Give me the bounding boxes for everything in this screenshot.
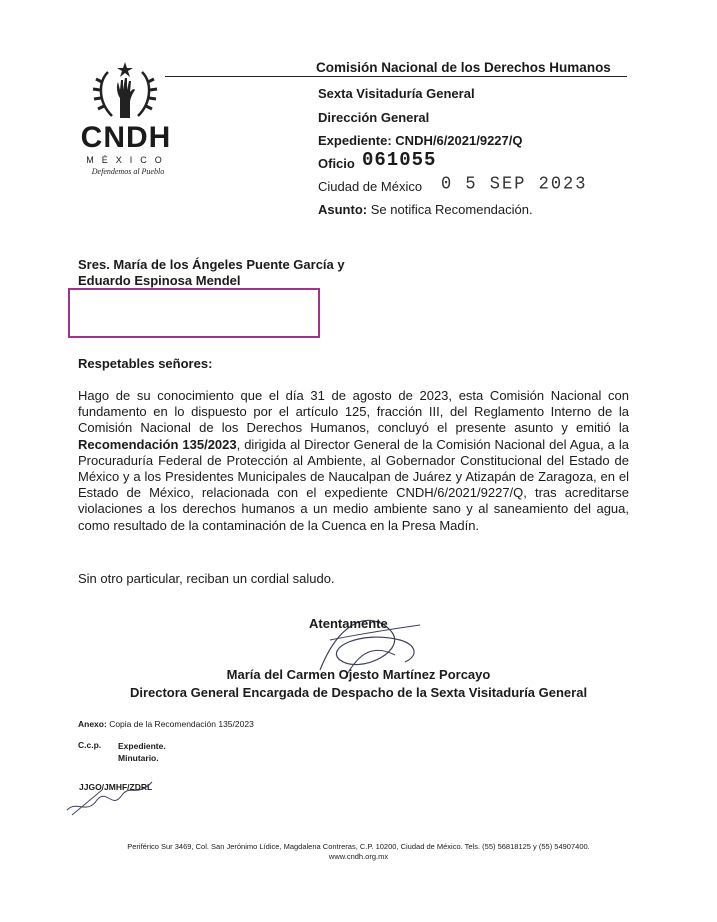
redacted-address-box <box>68 288 320 338</box>
body-text-2: , dirigida al Director General de la Comisión Nacional del Agua, a la Procuraduría Federal de Protección al Ambiente, al Gobernador Constitucional del Estado de México y a los Presidentes Municipales de Naucalpan de Juárez y Atizapán de Zaragoza, en el Estado de México, relacionada con el expediente CNDH/6/2021/9227/Q, tras acreditarse violaciones a los derechos humanos a un medio ambiente sano y al saneamiento del agua, como resultado de la contaminación de la Cuenca en la Presa Madín. <box>78 436 629 533</box>
logo-motto: Defendemos al Pueblo <box>91 167 165 176</box>
cndh-emblem <box>90 60 160 122</box>
ccp-item-minutes: Minutario. <box>118 753 159 763</box>
initials: JJGO/JMHF/ZDRL <box>79 782 153 792</box>
ccp-item-file: Expediente. <box>118 741 166 751</box>
ccp-label: C.c.p. <box>78 740 102 750</box>
annex <box>78 719 254 729</box>
signer-name: María del Carmen Ojesto Martínez Porcayo <box>226 667 491 682</box>
subject <box>318 202 533 217</box>
atentamente: Atentamente <box>309 616 388 631</box>
logo-country: MÉXICO <box>86 155 170 165</box>
subject-label: Asunto: <box>318 202 368 217</box>
annex-label: Anexo: <box>78 719 107 729</box>
addressee-line-1: Sres. María de los Ángeles Puente García y <box>78 257 345 272</box>
office: Dirección General <box>318 110 430 125</box>
annex-text: Copia de la Recomendación 135/2023 <box>109 719 254 729</box>
ccp-list <box>118 740 166 764</box>
recommendation-number: Recomendación 135/2023 <box>78 436 237 452</box>
header-rule <box>165 76 627 77</box>
organization-title: Comisión Nacional de los Derechos Humanos <box>316 60 611 75</box>
oficio-label: Oficio <box>318 156 355 171</box>
body-text-1: Hago de su conocimiento que el día 31 de agosto de 2023, esta Comisión Nacional con fundamento en lo dispuesto por el artículo 125, fracción III, del Reglamento Interno de la Comisión Nacional de los Derechos Humanos, concluyó el presente asunto y emitió la <box>78 388 629 436</box>
letter-body <box>78 388 629 534</box>
signer-title: Directora General Encargada de Despacho de la Sexta Visitaduría General <box>129 685 588 700</box>
salutation: Respetables señores: <box>78 356 213 371</box>
closing: Sin otro particular, reciban un cordial saludo. <box>78 571 335 586</box>
file-number: Expediente: CNDH/6/2021/9227/Q <box>318 133 523 148</box>
logo-acronym: CNDH <box>80 121 172 154</box>
date-stamp: 0 5 SEP 2023 <box>441 174 588 195</box>
initials-signature <box>62 770 162 820</box>
footer-website: www.cndh.org.mx <box>328 852 389 861</box>
oficio-number: 061055 <box>362 149 437 171</box>
footer-address: Periférico Sur 3469, Col. San Jerónimo Lídice, Magdalena Contreras, C.P. 10200, Ciudad de México. Tels. (55) 56818125 y (55) 54907400. <box>127 842 590 851</box>
department: Sexta Visitaduría General <box>318 86 475 101</box>
footer <box>0 842 717 862</box>
city: Ciudad de México <box>318 179 423 194</box>
addressee-line-2: Eduardo Espinosa Mendel <box>78 273 241 288</box>
subject-text: Se notifica Recomendación. <box>370 202 533 217</box>
